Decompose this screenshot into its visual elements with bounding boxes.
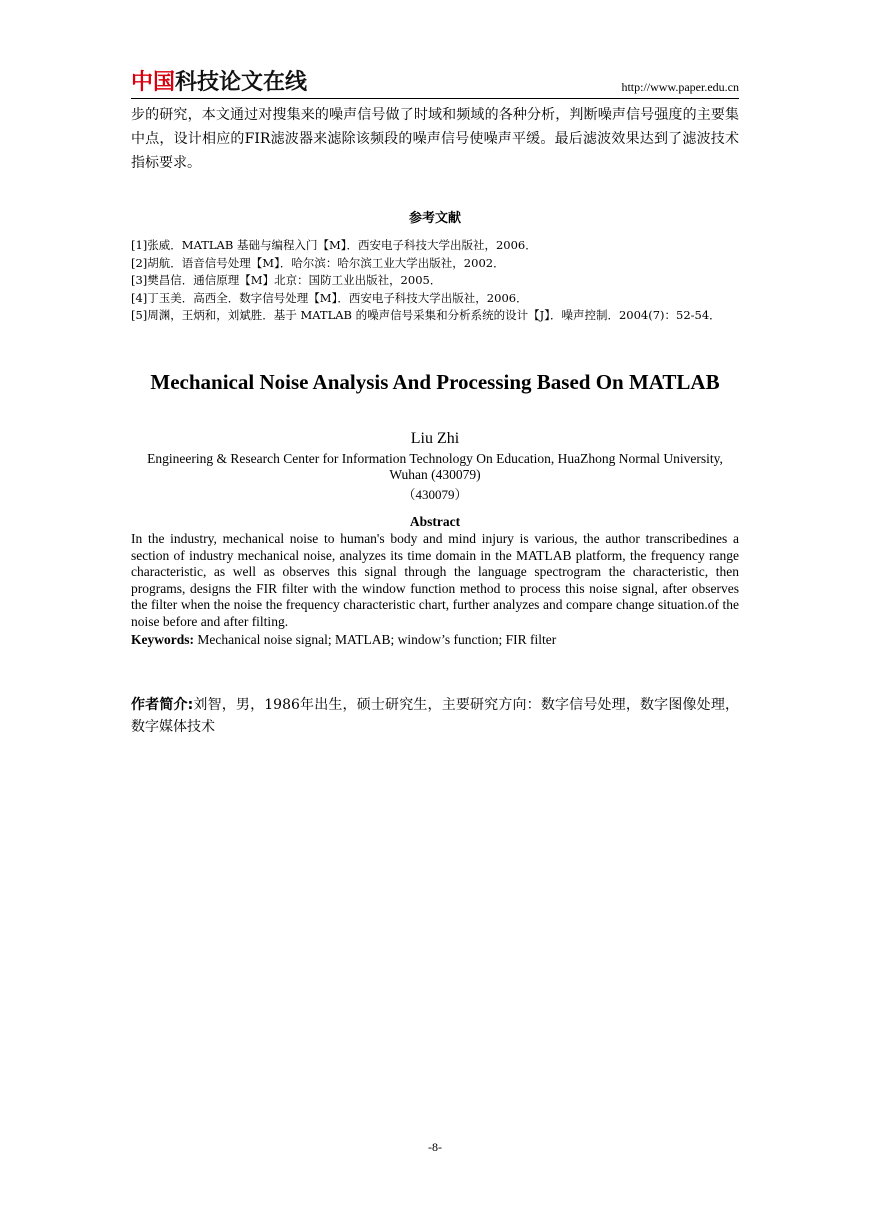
reference-item: [4]丁玉美．高西全．数字信号处理【M】．西安电子科技大学出版社，2006． [131, 290, 528, 305]
logo-red-text: 中国 [131, 70, 176, 95]
author-bio [131, 694, 739, 738]
intro-paragraph [131, 103, 739, 175]
abstract-title: Abstract [409, 514, 461, 529]
references-title: 参考文献 [408, 211, 461, 226]
page-header [131, 70, 739, 99]
author-affiliation: Engineering & Research Center for Information Technology On Education, HuaZhong Normal University, Wuhan (430079) [147, 451, 723, 482]
bio-text: 刘智，男，1986年出生，硕士研究生，主要研究方向：数字信号处理，数字图像处理，数字媒体技术 [131, 697, 739, 735]
site-logo [131, 70, 307, 96]
references-list [131, 237, 739, 325]
keywords [131, 632, 739, 649]
abstract-text: In the industry, mechanical noise to human's body and mind injury is various, the author transcribedines a section of industry mechanical noise, analyzes its time domain in the MATLAB platform, the frequency range characteristic, as well as observes this signal through the language spectrogram the characteristic, then programs, designs the FIR filter with the window function method to process this noise signal, after observes the filter when the noise the frequency characteristic chart, further analyzes and compare change situation.of the noise before and after filting. [131, 531, 739, 629]
author-name: Liu Zhi [410, 430, 460, 447]
keywords-text: Mechanical noise signal; MATLAB; window’s function; FIR filter [194, 632, 557, 647]
reference-item: [3]樊昌信．通信原理【M】北京：国防工业出版社，2005． [131, 273, 442, 287]
keywords-label: Keywords: [131, 632, 194, 647]
intro-text: 步的研究，本文通过对搜集来的噪声信号做了时域和频域的各种分析，判断噪声信号强度的主要集中点，设计相应的FIR滤波器来滤除该频段的噪声信号使噪声平缓。最后滤波效果达到了滤波技术指标要求。 [131, 107, 739, 171]
logo-black-text: 科技论文在线 [175, 70, 308, 95]
reference-item: [1]张威．MATLAB 基础与编程入门【M】．西安电子科技大学出版社，2006． [131, 238, 537, 252]
reference-item: [5]周渊，王炳和，刘斌胜．基于 MATLAB 的噪声信号采集和分析系统的设计【J】．噪声控制．2004(7)：52-54． [131, 308, 721, 322]
english-title: Mechanical Noise Analysis And Processing Based On MATLAB [150, 370, 720, 394]
postcode: （430079） [402, 487, 468, 502]
reference-item: [2]胡航．语音信号处理【M】．哈尔滨：哈尔滨工业大学出版社，2002． [131, 255, 505, 270]
bio-label: 作者简介: [131, 697, 194, 713]
header-url: http://www.paper.edu.cn [621, 80, 739, 94]
page-number: -8- [428, 1140, 442, 1154]
